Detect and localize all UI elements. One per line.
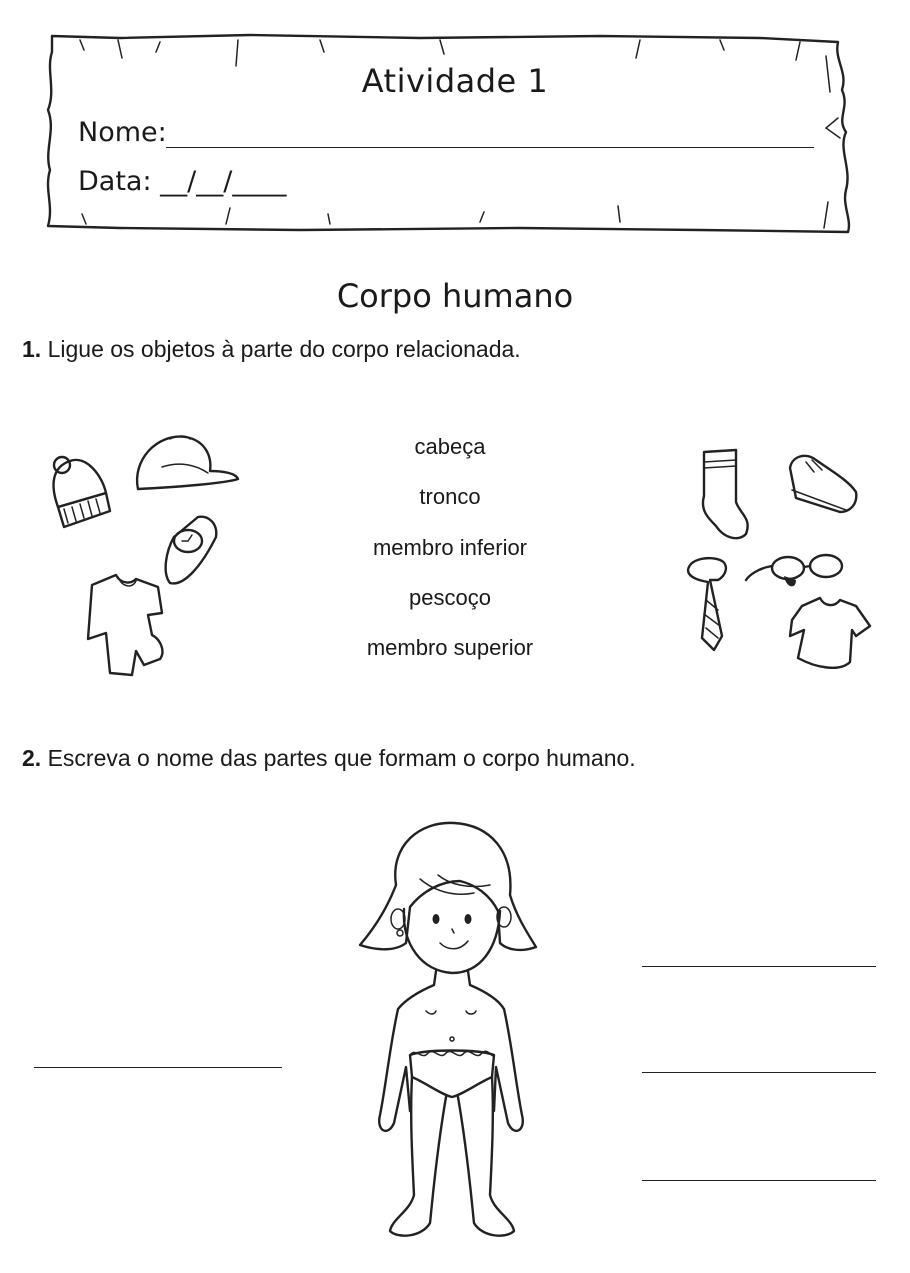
question-1 [22,336,521,363]
answer-line-right-1[interactable] [642,966,876,967]
child-figure-icon [350,815,550,1265]
question-2-text: Escreva o nome das partes que formam o corpo humano. [47,745,636,771]
name-label: Nome: [78,117,167,148]
glasses-icon[interactable] [746,555,842,586]
word-membro-inferior[interactable]: membro inferior [372,535,528,560]
right-objects [680,440,880,680]
word-cabeca[interactable]: cabeça [414,434,486,459]
tshirt-icon[interactable] [790,598,870,668]
word-membro-superior[interactable]: membro superior [366,635,534,660]
question-2-number: 2. [22,745,42,771]
cap-icon[interactable] [137,436,238,489]
question-1-number: 1. [22,336,42,362]
beanie-icon[interactable] [54,457,110,527]
answer-line-right-3[interactable] [642,1180,876,1181]
word-tronco[interactable]: tronco [419,484,481,509]
sneaker-icon[interactable] [790,456,856,512]
question-2 [22,745,636,772]
question-1-text: Ligue os objetos à parte do corpo relacionada. [47,336,521,362]
shirt-icon[interactable] [88,575,162,675]
sock-icon[interactable] [703,450,748,538]
activity-title: Atividade 1 [361,62,549,100]
answer-line-left[interactable] [34,1067,282,1068]
word-pescoco[interactable]: pescoço [409,585,491,610]
section-title: Corpo humano [336,277,574,315]
wristwatch-icon[interactable] [166,517,217,584]
date-label[interactable]: Data: __/__/____ [78,166,287,197]
name-field[interactable] [166,147,814,148]
left-objects [40,425,250,690]
answer-line-right-2[interactable] [642,1072,876,1073]
necktie-icon[interactable] [688,558,726,650]
